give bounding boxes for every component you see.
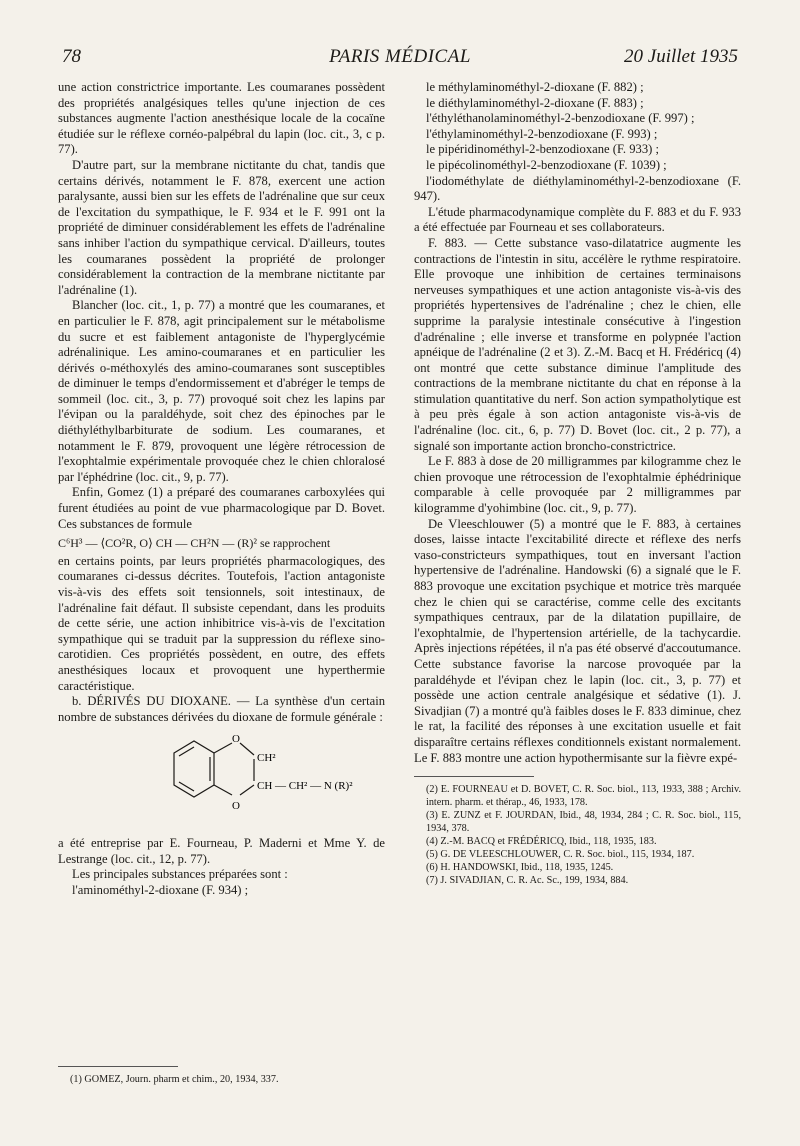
list-item: l'éthyléthanolaminométhyl-2-benzodioxane (F. 997) ;	[426, 111, 695, 126]
right-footnote-block	[414, 776, 741, 887]
paragraph: D'autre part, sur la membrane nictitante du chat, tandis que certains dérivés, notamment le F. 878, exercent une action paralysante, aussi bien sur les effets de l'adrénaline que sur ceux de l'excitation du sympathique, le F. 934 et le F. 991 ont la propriété de diminuer considérablement les effets de l'adrénaline sans inhiber l'action du sympathique cervical. D'ailleurs, toutes les coumaranes possèdent la propriété de prolonger considérablement la contraction de la membrane nictitante par l'adrénaline (1).	[58, 157, 385, 297]
paragraph: De Vleeschlouwer (5) a montré que le F. 883, à certaines doses, laisse intacte l'excitabilité directe et réflexe des nerfs vaso-constricteurs sympathiques, tout en inversant l'action hypertensive de l'adrénaline. Handowski (6) a signalé que le F. 883 provoque une excitation psychique et motrice très marquée chez le chien qui se caractérise, comme celle des excitants sympathiques centraux, par de la dilatation pupillaire, de l'exophtalmie, de l'hypertension artérielle, de la tachycardie. Après injections répétées, il n'a pas été observé d'accoutumance. Cette substance favorise la narcose provoquée par la paraldéhyde et l'évipan chez le lapin (loc. cit., 3, p. 77) et possède une action centrale analgésique et sédative (1). J. Sivadjian (7) a montré qu'à faibles doses le F. 833 diminue, chez le rat, la facilité des réponses à une excitation usuelle et fait disparaître certains réflexes conditionnels existant normalement. Le F. 883 montre une action hypothermisante sur la fièvre expé-	[414, 516, 741, 765]
page-header	[62, 46, 738, 76]
list-item: le diéthylaminométhyl-2-dioxane (F. 883) ;	[426, 95, 644, 110]
paragraph: Enfin, Gomez (1) a préparé des coumaranes carboxylées qui furent étudiées au point de vue pharmacologique par D. Bovet. Ces substances de formule	[58, 485, 385, 531]
paragraph: en certains points, par leurs propriétés pharmacologiques, des coumaranes ci-dessus décrites. Toutefois, l'action antagoniste vis-à-vis des effets soit tensionnels, soit intestinaux, de l'adrénaline fait défaut. Il subsiste cependant, dans les produits de cette série, une action inhibitrice vis-à-vis de l'excitation sympathique qui se traduit par la suppression du réflexe sino-carotidien. Ces propriétés possèdent, en outre, des effets anesthésiques locaux et provoquent une hyperthermie caractéristique.	[58, 553, 385, 693]
list-item: l'iodométhylate de diéthylaminométhyl-2-benzodioxane (F. 947).	[414, 173, 741, 204]
footnote: (3) E. ZUNZ et F. JOURDAN, Ibid., 48, 1934, 284 ; C. R. Soc. biol., 115, 1934, 378.	[426, 810, 741, 835]
page-number: 78	[62, 46, 81, 67]
left-footnote-block	[58, 1060, 385, 1086]
list-item: le méthylaminométhyl-2-dioxane (F. 882) ;	[426, 80, 644, 94]
oxygen-bottom-label: O	[232, 800, 240, 813]
paragraph: L'étude pharmacodynamique complète du F. 883 et du F. 933 a été effectuée par Fourneau et ses collaborateurs.	[414, 204, 741, 235]
footnote: (4) Z.-M. BACQ et FRÉDÉRICQ, Ibid., 118, 1935, 183.	[426, 836, 657, 848]
footnote: (6) H. HANDOWSKI, Ibid., 118, 1935, 1245.	[426, 862, 614, 874]
paragraph: b. DÉRIVÉS DU DIOXANE. — La synthèse d'un certain nombre de substances dérivées du dioxane de formule générale :	[58, 694, 385, 724]
ch2-label: CH²	[257, 752, 276, 765]
paragraph: F. 883. — Cette substance vaso-dilatatrice augmente les contractions de l'intestin in situ, accélère le rythme respiratoire. Elle provoque une inhibition de certaines terminaisons nerveuses sympathiques et une action antagoniste vis-à-vis des propriétés hypertensives de l'adrénaline ; chez le chien, elle supprime la paralysie intestinale consécutive à l'ingestion d'adrénaline ; elle inverse et transforme en polypnée l'action apnéique de l'adrénaline (2 et 3). Z.-M. Bacq et H. Frédéricq (4) ont montré que cette substance diminue l'amplitude des contractions de la membrane nictitante du chat en réponse à la stimulation quantitative du nerf. Son action sympatholytique est à peu près égale à son action antagoniste vis-à-vis de l'adrénaline (loc. cit., 6, p. 77) D. Bovet (loc. cit., 2 p. 77), a signalé son importante action broncho-constrictrice.	[414, 235, 741, 453]
right-column	[414, 80, 741, 887]
footnote-divider	[414, 776, 534, 777]
list-item: l'éthylaminométhyl-2-benzodioxane (F. 993) ;	[426, 126, 658, 141]
footnote: (7) J. SIVADJIAN, C. R. Ac. Sc., 199, 1934, 884.	[426, 875, 629, 887]
footnote: (2) E. FOURNEAU et D. BOVET, C. R. Soc. biol., 113, 1933, 388 ; Archiv. intern. pharm. et thérap., 46, 1933, 178.	[426, 784, 741, 809]
paragraph: une action constrictrice importante. Les coumaranes possèdent des propriétés analgésiques telles qu'une injection de ces substances augmente l'action anesthésique locale de la cocaïne étudiée sur le réflexe cornéo-palpébral du lapin (loc. cit., 3, c p. 77).	[58, 80, 385, 157]
paragraph: a été entreprise par E. Fourneau, P. Maderni et Mme Y. de Lestrange (loc. cit., 12, p. 77).	[58, 835, 385, 866]
paragraph: l'aminométhyl-2-dioxane (F. 934) ;	[72, 882, 249, 897]
journal-title: PARIS MÉDICAL	[329, 46, 471, 67]
chemical-formula: C⁶H³ — ⟨CO²R, O⟩ CH — CH²N — (R)² se rapprochent	[58, 536, 331, 551]
footnote-divider	[58, 1066, 178, 1067]
oxygen-top-label: O	[232, 733, 240, 746]
substance-list	[414, 80, 741, 205]
left-column	[58, 80, 385, 898]
footnote: (5) G. DE VLEESCHLOUWER, C. R. Soc. biol., 115, 1934, 187.	[426, 849, 695, 861]
issue-date: 20 Juillet 1935	[624, 46, 738, 67]
paragraph: Le F. 883 à dose de 20 milligrammes par kilogramme chez le chien provoque une rétrocession de l'exophtalmie éphédrinique comparable à celle provoquée par 2 milligrammes par kilogramme d'yohimbine (loc. cit., 9, p. 77).	[414, 454, 741, 516]
list-item: le pipéridinométhyl-2-benzodioxane (F. 933) ;	[426, 142, 659, 157]
list-item: le pipécolinométhyl-2-benzodioxane (F. 1039) ;	[426, 157, 667, 172]
paragraph: Blancher (loc. cit., 1, p. 77) a montré que les coumaranes, et en particulier le F. 878, agit principalement sur le métabolisme du sucre et est faiblement antagoniste de l'hyperglycémie adrénalinique. Les amino-coumaranes et en particulier les dérivés o-méthoxylés des amino-coumaranes sont susceptibles de diminuer le temps d'endormissement et d'abréger le temps de sommeil (loc. cit., 3, p. 77) provoqué soit chez les lapins par l'évipan ou la paraldéhyde, soit chez des épinoches par le diéthyléthylbarbiturate de sodium. Les coumaranes, et notamment le F. 879, provoquent une légère rétrocession de l'exophtalmie expérimentale provoquée chez le chien chloralosé par l'éphédrine (loc. cit., 9, p. 77).	[58, 298, 385, 484]
dioxane-structure-diagram	[154, 729, 385, 830]
side-chain-label: CH — CH² — N (R)²	[257, 780, 353, 793]
footnote: (1) GOMEZ, Journ. pharm et chim., 20, 1934, 337.	[70, 1074, 279, 1085]
paragraph: Les principales substances préparées sont :	[72, 867, 288, 882]
benzodioxane-ring-drawing	[154, 729, 354, 825]
